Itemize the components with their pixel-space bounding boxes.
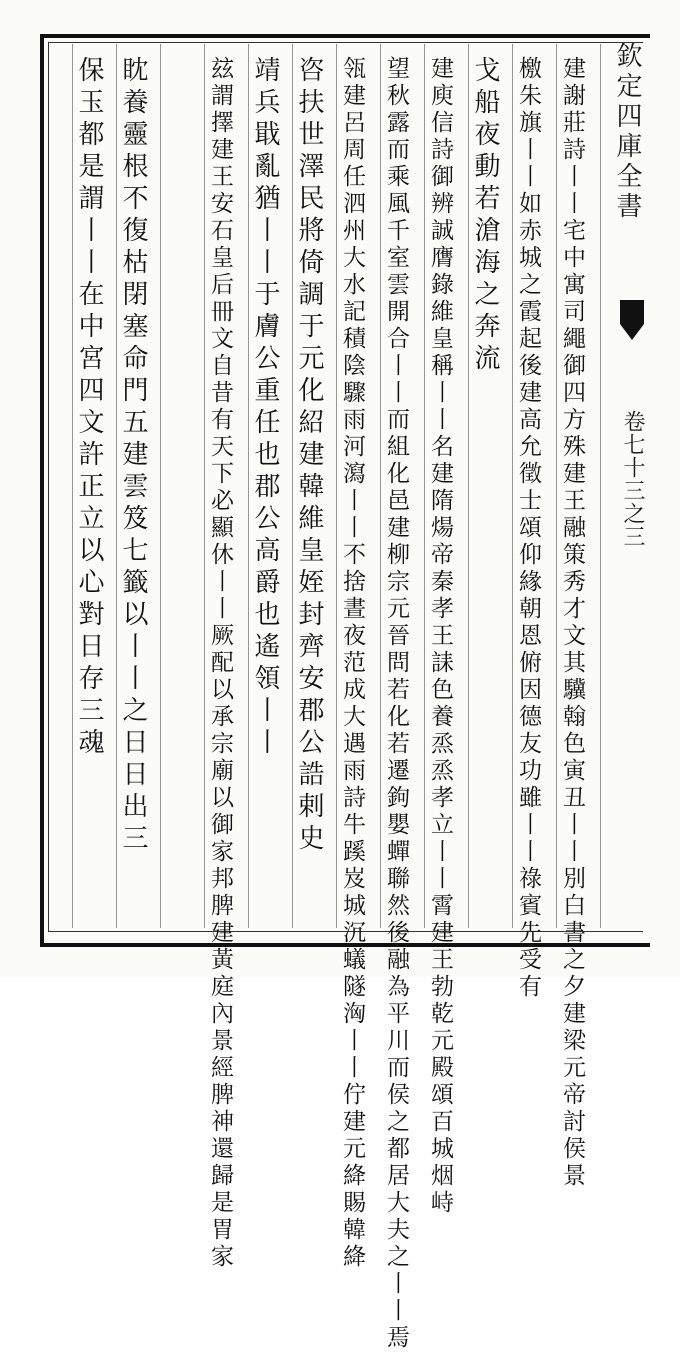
text-column: 檄朱旗丨丨如赤城之霞起後建高允徵士頌仰緣朝恩俯因德友功雖丨丨祿賓先受有 bbox=[515, 56, 541, 1001]
text-column: 玆謂擇建王安石皇后冊文自昔有天下必顯休丨丨厥配以承宗廟以御家邦脾建黃庭內景經脾神還歸是胃家 bbox=[207, 56, 233, 1271]
column-divider bbox=[600, 44, 601, 928]
text-column: 望秋露而乘風千室雲開合丨丨而組化邑建柳宗元晉問若化若遷鉤嬰蟬聯然後融為平川而侯之都居大夫之丨丨焉 bbox=[383, 56, 409, 1352]
column-divider bbox=[292, 44, 293, 928]
column-divider bbox=[116, 44, 117, 928]
column-divider bbox=[72, 44, 73, 928]
text-column: 眈養靈根不復枯閉塞命門五建雲笈七籤以丨丨之日日出三 bbox=[118, 56, 148, 856]
text-column: 建謝莊詩丨丨宅中寓司繩御四方殊建王融策秀才文其驥翰色寅丑丨丨別白書之夕建梁元帝討侯景 bbox=[559, 56, 585, 1190]
column-divider bbox=[248, 44, 249, 928]
column-divider bbox=[468, 44, 469, 928]
text-column: 瓴建呂周任泗州大水記積陰驟雨河瀉丨丨不捨晝夜范成大遇雨詩牛蹊岌城沉蟻隧洶丨丨佇建元絳賜韓絳 bbox=[339, 56, 365, 1271]
column-divider bbox=[336, 44, 337, 928]
column-divider bbox=[424, 44, 425, 928]
column-divider bbox=[512, 44, 513, 928]
column-divider bbox=[380, 44, 381, 928]
text-column: 戈船夜動若滄海之奔流 bbox=[470, 56, 500, 376]
column-divider bbox=[556, 44, 557, 928]
book-title: 欽定四庫全書 bbox=[612, 42, 642, 222]
volume-label: 卷七十三之三 bbox=[620, 410, 645, 548]
column-divider bbox=[160, 44, 161, 928]
text-column: 建庾信詩御辨誠膺錄維皇稱丨丨名建隋煬帝秦孝王誄色養烝烝孝立丨丨霄建王勃乾元殿頌百城烟峙 bbox=[427, 56, 453, 1217]
text-column: 咨扶世澤民將倚調于元化紹建韓維皇姪封齊安郡公誥剌史 bbox=[294, 56, 324, 856]
text-column: 靖兵戢亂猶丨丨于膚公重任也郡公高爵也遙領丨丨 bbox=[250, 56, 280, 760]
column-divider bbox=[204, 44, 205, 928]
text-column: 保玉都是謂丨丨在中宮四文許正立以心對日存三魂 bbox=[74, 56, 104, 760]
